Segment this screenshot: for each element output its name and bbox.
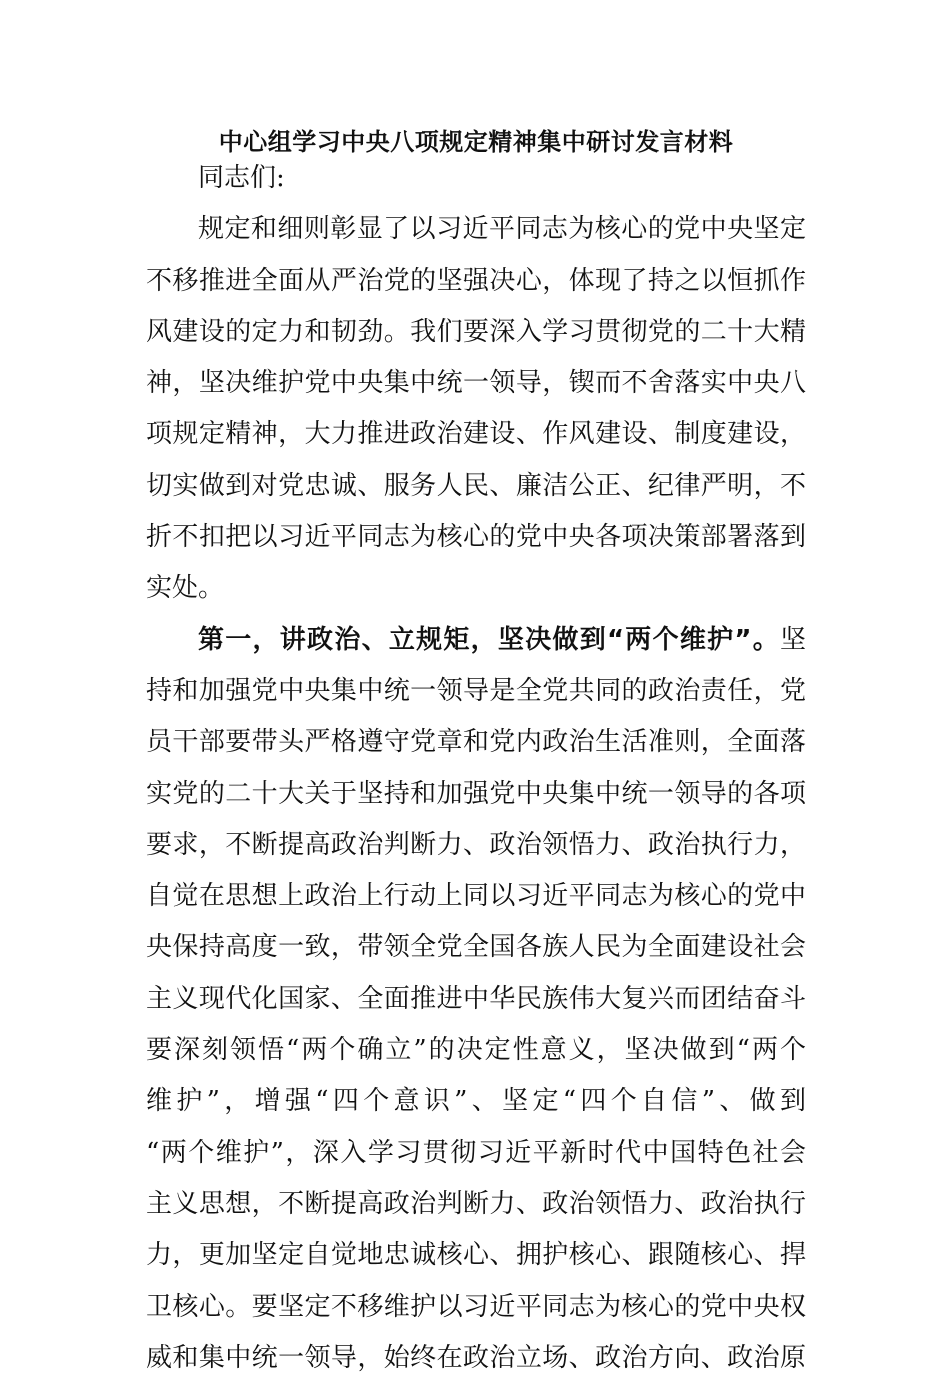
paragraph-2-line: 要深刻领悟“两个确立”的决定性意义，坚决做到“两个 [146, 1035, 806, 1066]
paragraph-1 [146, 204, 806, 614]
paragraph-1-line: 项规定精神，大力推进政治建设、作风建设、制度建设， [146, 419, 806, 450]
paragraph-2-line: 员干部要带头严格遵守党章和党内政治生活准则，全面落 [146, 727, 806, 758]
paragraph-1-line: 切实做到对党忠诚、服务人民、廉洁公正、纪律严明，不 [146, 470, 806, 501]
paragraph-1-line: 神，坚决维护党中央集中统一领导，锲而不舍落实中央八 [146, 368, 806, 399]
paragraph-1-line: 折不扣把以习近平同志为核心的党中央各项决策部署落到 [146, 522, 806, 553]
document-body [146, 153, 806, 1384]
section-heading: 第一，讲政治、立规矩，坚决做到“两个维护”。 [198, 624, 780, 655]
paragraph-2-line: “两个维护”，深入学习贯彻习近平新时代中国特色社会 [146, 1137, 806, 1168]
paragraph-2-line: 要求，不断提高政治判断力、政治领悟力、政治执行力， [146, 829, 806, 860]
document-title: 中心组学习中央八项规定精神集中研讨发言材料 [218, 128, 734, 156]
paragraph-2-line: 央保持高度一致，带领全党全国各族人民为全面建设社会 [146, 932, 806, 963]
greeting-line: 同志们: [198, 163, 285, 193]
paragraph-2-line: 威和集中统一领导，始终在政治立场、政治方向、政治原 [146, 1342, 806, 1373]
paragraph-1-line: 规定和细则彰显了以习近平同志为核心的党中央坚定 [198, 214, 806, 245]
paragraph-2-line: 维护”，增强“四个意识”、坚定“四个自信”、做到 [146, 1086, 806, 1117]
paragraph-2 [146, 615, 806, 1384]
paragraph-2-line: 卫核心。要坚定不移维护以习近平同志为核心的党中央权 [146, 1291, 806, 1322]
paragraph-2-first-line [146, 615, 806, 666]
paragraph-2-line: 实党的二十大关于坚持和加强党中央集中统一领导的各项 [146, 778, 806, 809]
paragraph-2-first-line-rest: 坚 [779, 624, 806, 655]
paragraph-2-line: 持和加强党中央集中统一领导是全党共同的政治责任，党 [146, 675, 806, 706]
paragraph-1-line: 不移推进全面从严治党的坚强决心，体现了持之以恒抓作 [146, 265, 806, 296]
paragraph-2-line: 力，更加坚定自觉地忠诚核心、拥护核心、跟随核心、捍 [146, 1240, 806, 1271]
paragraph-1-line: 实处。 [146, 573, 225, 604]
paragraph-2-line: 自觉在思想上政治上行动上同以习近平同志为核心的党中 [146, 881, 806, 912]
paragraph-2-line: 主义思想，不断提高政治判断力、政治领悟力、政治执行 [146, 1188, 806, 1219]
paragraph-2-line: 主义现代化国家、全面推进中华民族伟大复兴而团结奋斗 [146, 983, 806, 1014]
paragraph-1-line: 风建设的定力和韧劲。我们要深入学习贯彻党的二十大精 [146, 316, 806, 347]
